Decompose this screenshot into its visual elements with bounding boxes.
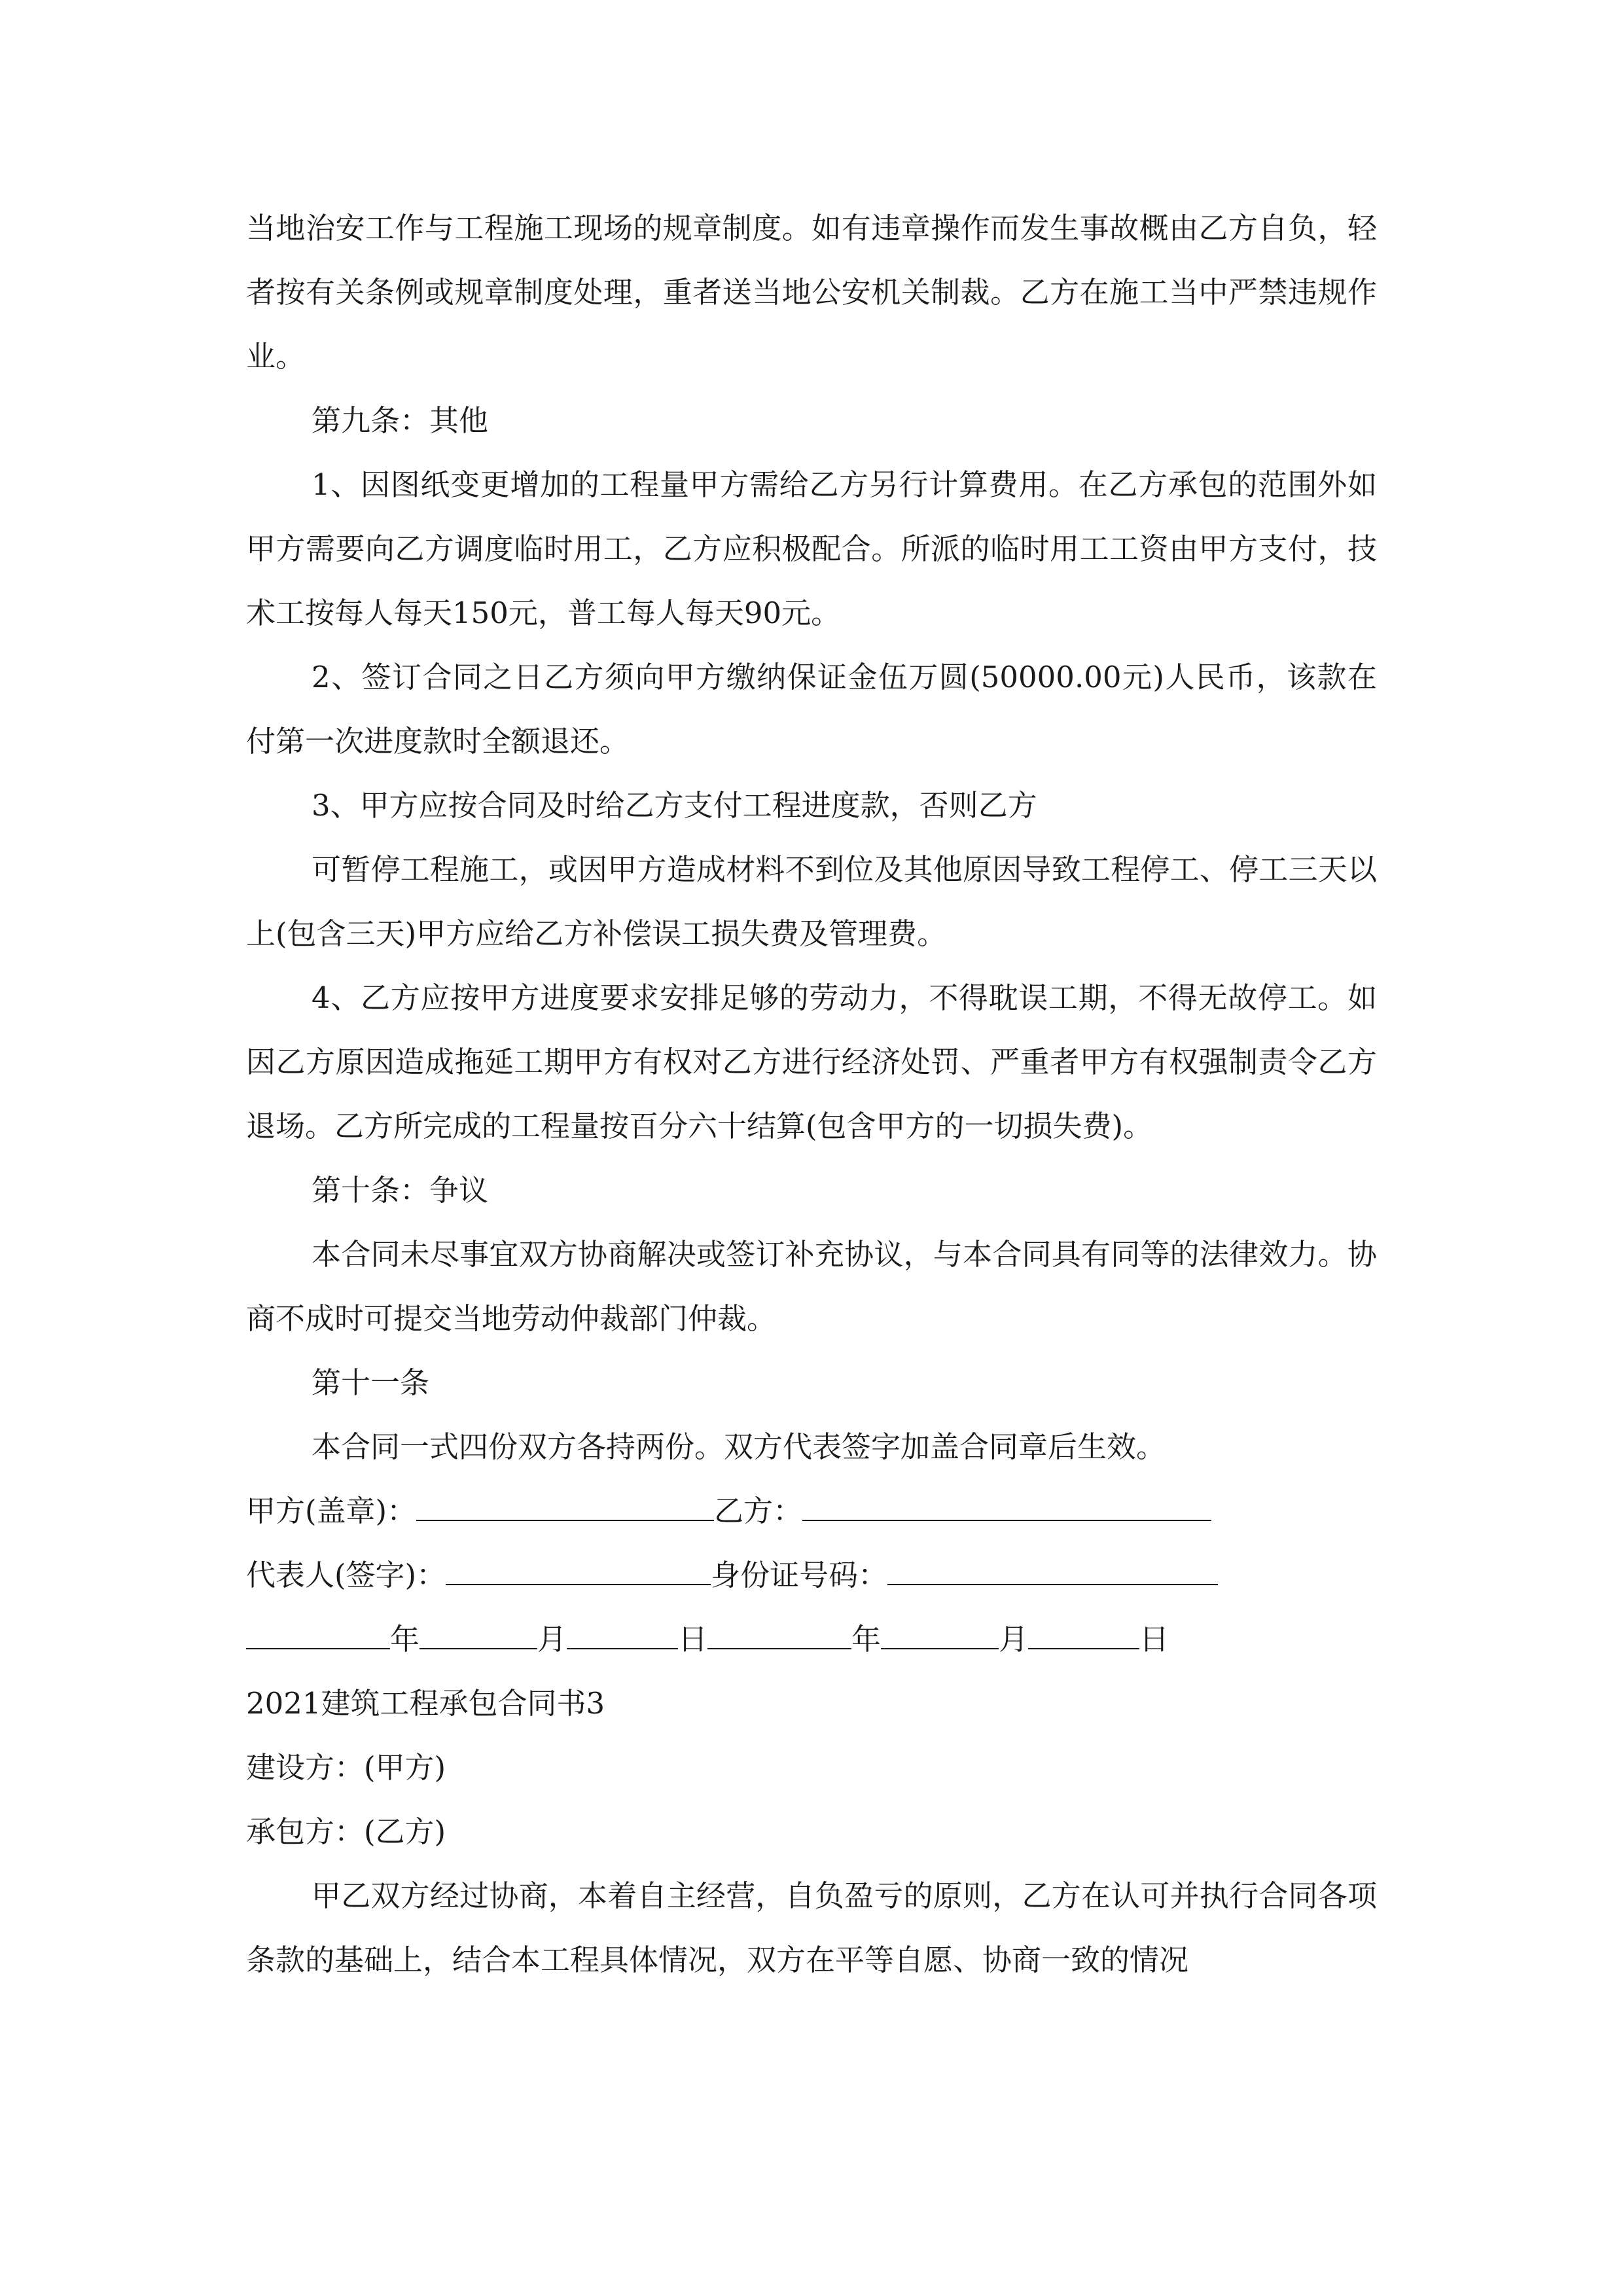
party-a-day-blank[interactable] — [567, 1619, 678, 1649]
article-9-heading: 第九条：其他 — [312, 403, 489, 438]
representative-label: 代表人(签字)： — [246, 1558, 446, 1592]
party-b-blank[interactable] — [802, 1491, 1211, 1521]
id-number-blank[interactable] — [887, 1555, 1218, 1585]
signature-row-representatives — [246, 1543, 1377, 1607]
id-number-label: 身份证号码： — [711, 1558, 888, 1592]
representative-blank[interactable] — [446, 1555, 711, 1585]
closing-paragraph: 甲乙双方经过协商，本着自主经营，自负盈亏的原则，乙方在认可并执行合同各项条款的基础上，结合本工程具体情况，双方在平等自愿、协商一致的情况 — [246, 1878, 1377, 1977]
party-b-day-label: 日 — [1139, 1622, 1169, 1657]
contractor-line: 承包方：(乙方) — [246, 1814, 446, 1849]
contract-section-title: 2021建筑工程承包合同书3 — [246, 1686, 605, 1721]
party-b-month-label: 月 — [999, 1622, 1029, 1657]
clause-9-3-continued: 可暂停工程施工，或因甲方造成材料不到位及其他原因导致工程停工、停工三天以上(包含三天)甲方应给乙方补偿误工损失费及管理费。 — [246, 852, 1377, 951]
party-a-label: 甲方(盖章)： — [246, 1494, 417, 1528]
party-b-label: 乙方： — [714, 1494, 803, 1528]
signature-row-parties — [246, 1479, 1377, 1543]
article-10-body: 本合同未尽事宜双方协商解决或签订补充协议，与本合同具有同等的法律效力。协商不成时可提交当地劳动仲裁部门仲裁。 — [246, 1237, 1377, 1336]
party-b-year-label: 年 — [851, 1622, 882, 1657]
party-a-year-label: 年 — [390, 1622, 420, 1657]
clause-9-4: 4、乙方应按甲方进度要求安排足够的劳动力，不得耽误工期，不得无故停工。如因乙方原因造成拖延工期甲方有权对乙方进行经济处罚、严重者甲方有权强制责令乙方退场。乙方所完成的工程量按百分六十结算(包含甲方的一切损失费)。 — [246, 980, 1377, 1143]
clause-9-3: 3、甲方应按合同及时给乙方支付工程进度款，否则乙方 — [312, 788, 1037, 823]
article-10-heading: 第十条：争议 — [312, 1173, 489, 1208]
party-a-year-blank[interactable] — [246, 1619, 390, 1649]
party-a-month-label: 月 — [537, 1622, 567, 1657]
party-b-year-blank[interactable] — [707, 1619, 851, 1649]
article-11-body: 本合同一式四份双方各持两份。双方代表签字加盖合同章后生效。 — [312, 1429, 1166, 1464]
party-b-month-blank[interactable] — [881, 1619, 999, 1649]
signature-row-dates — [246, 1607, 1377, 1672]
paragraph-safety-rules: 当地治安工作与工程施工现场的规章制度。如有违章操作而发生事故概由乙方自负，轻者按有关条例或规章制度处理，重者送当地公安机关制裁。乙方在施工当中严禁违规作业。 — [246, 211, 1377, 374]
party-a-day-label: 日 — [678, 1622, 708, 1657]
clause-9-2: 2、签订合同之日乙方须向甲方缴纳保证金伍万圆(50000.00元)人民币，该款在付第一次进度款时全额退还。 — [246, 660, 1377, 759]
party-a-blank[interactable] — [416, 1491, 714, 1521]
builder-line: 建设方：(甲方) — [246, 1750, 446, 1785]
party-b-day-blank[interactable] — [1028, 1619, 1139, 1649]
clause-9-1: 1、因图纸变更增加的工程量甲方需给乙方另行计算费用。在乙方承包的范围外如甲方需要向乙方调度临时用工，乙方应积极配合。所派的临时用工工资由甲方支付，技术工按每人每天150元，普工每人每天90元。 — [246, 467, 1377, 630]
article-11-heading: 第十一条 — [312, 1365, 430, 1400]
document-body — [246, 196, 1377, 1992]
party-a-month-blank[interactable] — [419, 1619, 537, 1649]
